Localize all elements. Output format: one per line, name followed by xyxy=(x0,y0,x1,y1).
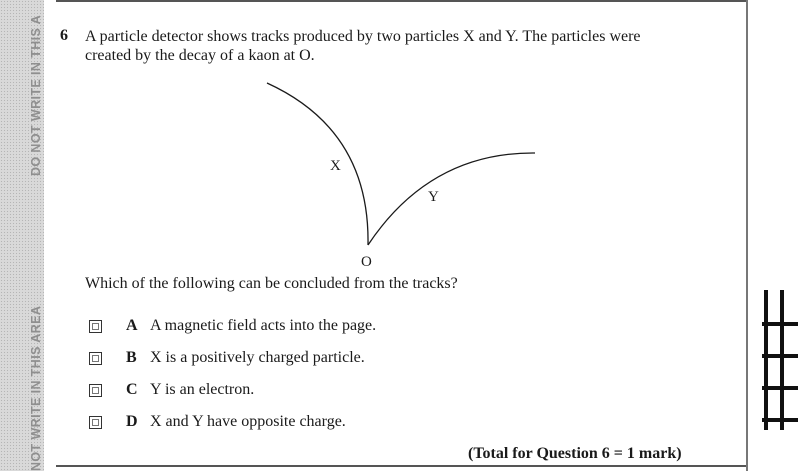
scan-marker xyxy=(762,386,798,390)
question-number: 6 xyxy=(60,27,68,44)
margin-strip xyxy=(0,0,44,471)
option-c-text: Y is an electron. xyxy=(150,381,255,398)
option-d-text: X and Y have opposite charge. xyxy=(150,413,346,430)
scan-marker-vertical xyxy=(764,290,768,430)
scan-marker xyxy=(762,354,798,358)
checkbox-b[interactable] xyxy=(89,352,102,365)
particle-track-diagram xyxy=(250,70,550,275)
option-b-text: X is a positively charged particle. xyxy=(150,349,365,366)
option-d-letter: D xyxy=(126,413,138,430)
margin-warning-lower: NOT WRITE IN THIS AREA xyxy=(29,305,43,471)
track-x xyxy=(267,83,368,245)
label-x: X xyxy=(330,158,341,174)
total-marks: (Total for Question 6 = 1 mark) xyxy=(468,445,682,462)
checkbox-c[interactable] xyxy=(89,384,102,397)
bottom-rule xyxy=(56,465,746,467)
right-rule xyxy=(746,0,748,471)
option-a-text: A magnetic field acts into the page. xyxy=(150,317,377,334)
checkbox-a[interactable] xyxy=(89,320,102,333)
option-d[interactable] xyxy=(89,413,489,433)
scan-marker xyxy=(762,322,798,326)
option-b-letter: B xyxy=(126,349,137,366)
option-c-letter: C xyxy=(126,381,138,398)
margin-warning-upper: DO NOT WRITE IN THIS A xyxy=(29,14,43,176)
checkbox-d[interactable] xyxy=(89,416,102,429)
scan-marker-vertical xyxy=(780,290,784,430)
question-prompt: Which of the following can be concluded from the tracks? xyxy=(85,275,458,292)
label-origin: O xyxy=(361,254,372,270)
scan-marker xyxy=(762,418,798,422)
question-stem: A particle detector shows tracks produced by two particles X and Y. The particles were created by the decay of a kaon at O. xyxy=(85,28,641,64)
option-b[interactable] xyxy=(89,349,489,369)
top-rule xyxy=(56,0,746,2)
option-a[interactable] xyxy=(89,317,489,337)
label-y: Y xyxy=(428,189,439,205)
track-y xyxy=(368,153,535,245)
option-a-letter: A xyxy=(126,317,138,334)
option-c[interactable] xyxy=(89,381,489,401)
